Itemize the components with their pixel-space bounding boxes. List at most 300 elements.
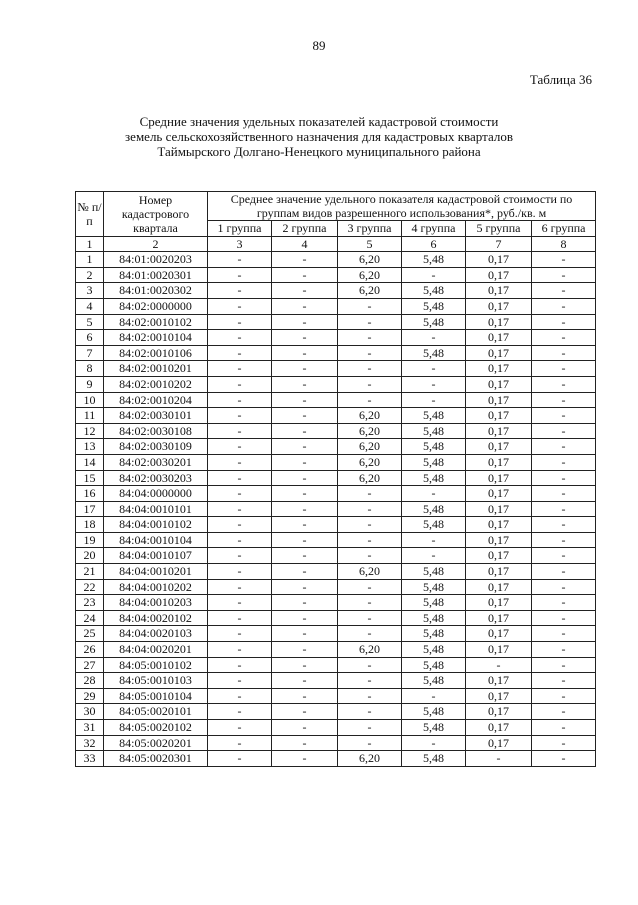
title-line-2: земель сельскохозяйственного назначения для кадастровых кварталов xyxy=(125,129,513,144)
table-row xyxy=(76,626,596,642)
table-body xyxy=(76,252,596,767)
table-row xyxy=(76,392,596,408)
table-cell: 29 xyxy=(76,688,104,704)
table-cell: - xyxy=(272,439,338,455)
table-cell: 5,48 xyxy=(402,298,466,314)
table-cell: 5,48 xyxy=(402,345,466,361)
table-cell: 32 xyxy=(76,735,104,751)
table-cell: - xyxy=(532,610,596,626)
table-cell: 6,20 xyxy=(338,642,402,658)
table-cell: 5,48 xyxy=(402,642,466,658)
table-cell: 13 xyxy=(76,439,104,455)
table-cell: 0,17 xyxy=(466,579,532,595)
table-cell: 84:02:0030109 xyxy=(104,439,208,455)
table-cell: - xyxy=(272,392,338,408)
table-cell: 84:02:0030108 xyxy=(104,423,208,439)
table-cell: - xyxy=(532,314,596,330)
table-cell: - xyxy=(272,252,338,268)
table-cell: 84:01:0020302 xyxy=(104,283,208,299)
table-cell: - xyxy=(208,532,272,548)
table-cell: - xyxy=(272,751,338,767)
table-cell: 0,17 xyxy=(466,688,532,704)
table-row xyxy=(76,564,596,580)
table-cell: 0,17 xyxy=(466,626,532,642)
table-cell: 6,20 xyxy=(338,252,402,268)
table-cell: 27 xyxy=(76,657,104,673)
table-row xyxy=(76,657,596,673)
table-cell: 7 xyxy=(76,345,104,361)
table-cell: 0,17 xyxy=(466,314,532,330)
table-cell: 84:05:0010104 xyxy=(104,688,208,704)
table-cell: 0,17 xyxy=(466,283,532,299)
table-cell: 24 xyxy=(76,610,104,626)
table-cell: 9 xyxy=(76,376,104,392)
table-cell: - xyxy=(338,657,402,673)
table-cell: 5,48 xyxy=(402,704,466,720)
table-cell: 84:04:0010102 xyxy=(104,517,208,533)
table-row xyxy=(76,548,596,564)
table-cell: 6,20 xyxy=(338,470,402,486)
table-cell: - xyxy=(272,642,338,658)
table-cell: - xyxy=(272,408,338,424)
table-cell: - xyxy=(272,673,338,689)
table-cell: - xyxy=(532,735,596,751)
table-cell: 0,17 xyxy=(466,704,532,720)
table-cell: - xyxy=(208,314,272,330)
table-cell: - xyxy=(208,408,272,424)
table-cell: - xyxy=(338,688,402,704)
table-cell: 0,17 xyxy=(466,486,532,502)
table-cell: - xyxy=(208,704,272,720)
table-cell: - xyxy=(402,486,466,502)
table-cell: - xyxy=(208,330,272,346)
table-cell: 5,48 xyxy=(402,283,466,299)
table-cell: 5,48 xyxy=(402,751,466,767)
table-cell: - xyxy=(532,361,596,377)
table-cell: - xyxy=(338,314,402,330)
table-row xyxy=(76,376,596,392)
table-cell: 0,17 xyxy=(466,673,532,689)
table-cell: 18 xyxy=(76,517,104,533)
table-cell: - xyxy=(272,314,338,330)
table-cell: 6,20 xyxy=(338,423,402,439)
table-cell: 0,17 xyxy=(466,423,532,439)
table-cell: - xyxy=(402,548,466,564)
table-row xyxy=(76,735,596,751)
table-cell: 5,48 xyxy=(402,673,466,689)
table-cell: 21 xyxy=(76,564,104,580)
table-row xyxy=(76,298,596,314)
table-cell: - xyxy=(272,548,338,564)
table-cell: - xyxy=(402,361,466,377)
table-cell: 84:05:0020102 xyxy=(104,720,208,736)
table-cell: 5,48 xyxy=(402,626,466,642)
table-cell: - xyxy=(338,361,402,377)
table-row xyxy=(76,720,596,736)
table-cell: 0,17 xyxy=(466,454,532,470)
table-cell: 15 xyxy=(76,470,104,486)
table-cell: 1 xyxy=(76,252,104,268)
table-cell: - xyxy=(272,486,338,502)
table-cell: 84:05:0020201 xyxy=(104,735,208,751)
table-cell: 5,48 xyxy=(402,252,466,268)
table-cell: - xyxy=(208,252,272,268)
table-cell: - xyxy=(532,283,596,299)
table-cell: 0,17 xyxy=(466,720,532,736)
table-cell: 3 xyxy=(76,283,104,299)
table-cell: - xyxy=(272,423,338,439)
table-cell: - xyxy=(208,517,272,533)
table-cell: - xyxy=(338,486,402,502)
table-row xyxy=(76,751,596,767)
table-cell: - xyxy=(338,579,402,595)
col-number: 4 xyxy=(272,236,338,252)
table-cell: - xyxy=(272,454,338,470)
col-number: 7 xyxy=(466,236,532,252)
table-cell: 84:02:0010204 xyxy=(104,392,208,408)
table-row xyxy=(76,517,596,533)
col-number: 2 xyxy=(104,236,208,252)
table-cell: 84:04:0010202 xyxy=(104,579,208,595)
table-cell: 17 xyxy=(76,501,104,517)
table-cell: - xyxy=(532,548,596,564)
table-cell: - xyxy=(532,626,596,642)
table-cell: - xyxy=(402,735,466,751)
table-cell: - xyxy=(208,751,272,767)
table-cell: 5,48 xyxy=(402,439,466,455)
table-cell: 0,17 xyxy=(466,361,532,377)
table-cell: - xyxy=(532,688,596,704)
table-cell: 31 xyxy=(76,720,104,736)
header-group-4: 4 группа xyxy=(402,221,466,237)
table-cell: - xyxy=(272,704,338,720)
table-cell: 0,17 xyxy=(466,345,532,361)
table-cell: 5,48 xyxy=(402,579,466,595)
table-cell: 0,17 xyxy=(466,267,532,283)
table-cell: - xyxy=(532,330,596,346)
table-cell: - xyxy=(272,626,338,642)
table-cell: - xyxy=(402,688,466,704)
table-cell: - xyxy=(208,720,272,736)
table-cell: 10 xyxy=(76,392,104,408)
header-group-5: 5 группа xyxy=(466,221,532,237)
table-cell: 0,17 xyxy=(466,298,532,314)
table-cell: 84:01:0020301 xyxy=(104,267,208,283)
table-cell: - xyxy=(532,532,596,548)
table-row xyxy=(76,470,596,486)
table-cell: 0,17 xyxy=(466,501,532,517)
table-cell: - xyxy=(532,579,596,595)
table-cell: 11 xyxy=(76,408,104,424)
header-group-3: 3 группа xyxy=(338,221,402,237)
table-cell: 28 xyxy=(76,673,104,689)
table-cell: - xyxy=(208,345,272,361)
table-row xyxy=(76,408,596,424)
col-number: 5 xyxy=(338,236,402,252)
column-number-row xyxy=(76,236,596,252)
table-cell: - xyxy=(532,252,596,268)
table-cell: 84:04:0010104 xyxy=(104,532,208,548)
header-group-1: 1 группа xyxy=(208,221,272,237)
table-cell: 5,48 xyxy=(402,517,466,533)
table-cell: 6,20 xyxy=(338,454,402,470)
table-cell: 2 xyxy=(76,267,104,283)
table-cell: - xyxy=(532,642,596,658)
table-row xyxy=(76,454,596,470)
table-cell: - xyxy=(338,376,402,392)
table-cell: 20 xyxy=(76,548,104,564)
table-cell: 5,48 xyxy=(402,470,466,486)
table-cell: 84:02:0010106 xyxy=(104,345,208,361)
table-cell: - xyxy=(532,392,596,408)
table-cell: 5,48 xyxy=(402,610,466,626)
table-cell: 84:02:0010201 xyxy=(104,361,208,377)
table-cell: 84:01:0020203 xyxy=(104,252,208,268)
table-cell: - xyxy=(208,688,272,704)
table-cell: - xyxy=(272,657,338,673)
table-cell: 0,17 xyxy=(466,470,532,486)
table-cell: 84:02:0030101 xyxy=(104,408,208,424)
table-cell: - xyxy=(338,704,402,720)
table-cell: 0,17 xyxy=(466,439,532,455)
table-cell: 5,48 xyxy=(402,501,466,517)
table-cell: 5,48 xyxy=(402,314,466,330)
table-cell: - xyxy=(402,392,466,408)
table-row xyxy=(76,673,596,689)
table-cell: - xyxy=(532,454,596,470)
header-quarter: Номер кадастрового квартала xyxy=(104,192,208,237)
table-cell: 84:04:0020201 xyxy=(104,642,208,658)
table-cell: - xyxy=(272,361,338,377)
table-cell: - xyxy=(532,470,596,486)
table-row xyxy=(76,283,596,299)
table-cell: - xyxy=(208,283,272,299)
title-line-1: Средние значения удельных показателей кадастровой стоимости xyxy=(139,114,499,129)
table-row xyxy=(76,688,596,704)
table-cell: - xyxy=(402,330,466,346)
table-cell: 84:04:0020102 xyxy=(104,610,208,626)
table-cell: 6,20 xyxy=(338,267,402,283)
table-cell: - xyxy=(532,517,596,533)
table-cell: 0,17 xyxy=(466,564,532,580)
table-row xyxy=(76,252,596,268)
table-cell: - xyxy=(208,595,272,611)
header-num: № п/п xyxy=(76,192,104,237)
table-row xyxy=(76,361,596,377)
table-cell: 5 xyxy=(76,314,104,330)
table-cell: - xyxy=(208,392,272,408)
table-row xyxy=(76,501,596,517)
table-cell: - xyxy=(272,517,338,533)
table-cell: 84:02:0010102 xyxy=(104,314,208,330)
table-cell: 0,17 xyxy=(466,548,532,564)
table-cell: 5,48 xyxy=(402,595,466,611)
col-number: 3 xyxy=(208,236,272,252)
table-cell: - xyxy=(532,345,596,361)
table-cell: - xyxy=(208,486,272,502)
table-cell: 5,48 xyxy=(402,657,466,673)
table-cell: - xyxy=(208,626,272,642)
table-cell: 5,48 xyxy=(402,408,466,424)
table-cell: 84:02:0010104 xyxy=(104,330,208,346)
table-cell: 6,20 xyxy=(338,283,402,299)
table-cell: - xyxy=(338,548,402,564)
table-cell: - xyxy=(338,517,402,533)
table-row xyxy=(76,532,596,548)
table-cell: - xyxy=(402,267,466,283)
table-cell: - xyxy=(272,595,338,611)
table-cell: - xyxy=(532,564,596,580)
table-cell: - xyxy=(532,720,596,736)
table-row xyxy=(76,579,596,595)
col-number: 8 xyxy=(532,236,596,252)
table-row xyxy=(76,610,596,626)
table-cell: 84:05:0010102 xyxy=(104,657,208,673)
table-cell: - xyxy=(208,673,272,689)
table-row xyxy=(76,314,596,330)
table-row xyxy=(76,267,596,283)
table-row xyxy=(76,423,596,439)
table-cell: - xyxy=(208,361,272,377)
table-cell: - xyxy=(208,735,272,751)
table-cell: - xyxy=(338,345,402,361)
table-cell: 84:04:0010201 xyxy=(104,564,208,580)
table-cell: - xyxy=(338,532,402,548)
table-cell: 5,48 xyxy=(402,564,466,580)
table-cell: 6,20 xyxy=(338,564,402,580)
table-cell: - xyxy=(272,532,338,548)
table-cell: 5,48 xyxy=(402,454,466,470)
table-cell: 23 xyxy=(76,595,104,611)
table-cell: 84:02:0030201 xyxy=(104,454,208,470)
table-cell: - xyxy=(532,751,596,767)
table-cell: 6,20 xyxy=(338,439,402,455)
table-cell: 0,17 xyxy=(466,252,532,268)
table-cell: 84:04:0010203 xyxy=(104,595,208,611)
table-cell: 6,20 xyxy=(338,408,402,424)
table-cell: - xyxy=(272,735,338,751)
col-number: 6 xyxy=(402,236,466,252)
table-cell: - xyxy=(338,298,402,314)
table-row xyxy=(76,595,596,611)
table-row xyxy=(76,486,596,502)
table-cell: - xyxy=(338,595,402,611)
table-cell: - xyxy=(208,642,272,658)
table-cell: 0,17 xyxy=(466,408,532,424)
table-cell: - xyxy=(338,610,402,626)
table-cell: 84:04:0020103 xyxy=(104,626,208,642)
table-cell: 84:02:0010202 xyxy=(104,376,208,392)
table-cell: - xyxy=(208,548,272,564)
table-cell: - xyxy=(208,579,272,595)
table-title xyxy=(0,114,638,159)
table-cell: - xyxy=(532,439,596,455)
table-cell: - xyxy=(272,345,338,361)
table-cell: 12 xyxy=(76,423,104,439)
table-cell: 22 xyxy=(76,579,104,595)
table-cell: - xyxy=(532,408,596,424)
table-cell: - xyxy=(338,626,402,642)
table-cell: 84:02:0000000 xyxy=(104,298,208,314)
table-cell: - xyxy=(272,720,338,736)
table-cell: 4 xyxy=(76,298,104,314)
col-number: 1 xyxy=(76,236,104,252)
table-cell: 84:04:0010107 xyxy=(104,548,208,564)
table-cell: - xyxy=(272,376,338,392)
table-cell: - xyxy=(532,673,596,689)
table-cell: 0,17 xyxy=(466,376,532,392)
table-cell: 84:02:0030203 xyxy=(104,470,208,486)
page-number: 89 xyxy=(312,38,326,53)
table-cell: - xyxy=(208,454,272,470)
table-cell: - xyxy=(272,564,338,580)
table-cell: - xyxy=(532,423,596,439)
table-cell: 30 xyxy=(76,704,104,720)
table-cell: 33 xyxy=(76,751,104,767)
table-cell: - xyxy=(208,564,272,580)
table-cell: - xyxy=(402,532,466,548)
table-cell: - xyxy=(208,470,272,486)
table-cell: - xyxy=(208,423,272,439)
table-cell: - xyxy=(338,735,402,751)
table-cell: - xyxy=(208,376,272,392)
table-row xyxy=(76,345,596,361)
table-cell: 0,17 xyxy=(466,642,532,658)
table-cell: 0,17 xyxy=(466,330,532,346)
table-cell: - xyxy=(338,392,402,408)
table-cell: - xyxy=(272,330,338,346)
table-cell: - xyxy=(272,579,338,595)
table-cell: 0,17 xyxy=(466,735,532,751)
table-row xyxy=(76,439,596,455)
table-cell: 26 xyxy=(76,642,104,658)
table-cell: - xyxy=(338,673,402,689)
table-cell: 0,17 xyxy=(466,392,532,408)
table-cell: 0,17 xyxy=(466,517,532,533)
table-cell: - xyxy=(272,688,338,704)
table-cell: - xyxy=(208,610,272,626)
table-cell: - xyxy=(272,298,338,314)
table-cell: 84:04:0010101 xyxy=(104,501,208,517)
table-cell: 6 xyxy=(76,330,104,346)
table-row xyxy=(76,330,596,346)
header-group-6: 6 группа xyxy=(532,221,596,237)
table-cell: 84:05:0020301 xyxy=(104,751,208,767)
table-cell: - xyxy=(272,501,338,517)
table-cell: 16 xyxy=(76,486,104,502)
table-cell: - xyxy=(532,298,596,314)
table-cell: 25 xyxy=(76,626,104,642)
header-group-2: 2 группа xyxy=(272,221,338,237)
table-cell: - xyxy=(532,376,596,392)
table-cell: - xyxy=(466,751,532,767)
table-cell: - xyxy=(272,267,338,283)
table-cell: - xyxy=(272,283,338,299)
table-cell: 19 xyxy=(76,532,104,548)
table-row xyxy=(76,704,596,720)
table-cell: - xyxy=(532,267,596,283)
table-cell: 0,17 xyxy=(466,595,532,611)
cadastral-value-table xyxy=(75,191,596,767)
header-avg-value: Среднее значение удельного показателя кадастровой стоимости по группам видов разрешенного использования*, руб./кв. м xyxy=(208,192,596,221)
table-cell: 14 xyxy=(76,454,104,470)
table-cell: 84:05:0010103 xyxy=(104,673,208,689)
table-cell: - xyxy=(208,439,272,455)
title-line-3: Таймырского Долгано-Ненецкого муниципального района xyxy=(157,144,481,159)
table-cell: - xyxy=(272,470,338,486)
table-cell: - xyxy=(532,501,596,517)
table-cell: - xyxy=(532,486,596,502)
